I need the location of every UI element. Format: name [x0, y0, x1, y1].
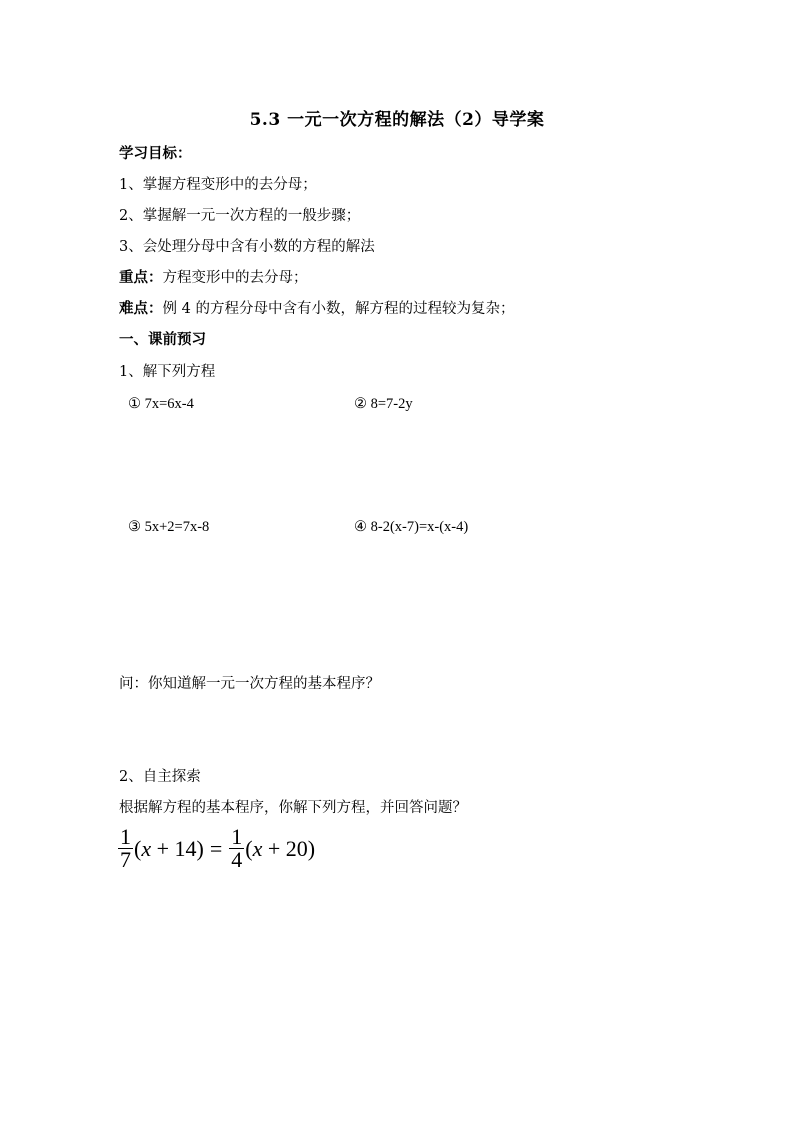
- difficulty-label: 难点：: [119, 300, 163, 317]
- left-denominator: 7: [120, 847, 131, 872]
- section1-task: 1、解下列方程: [119, 364, 216, 380]
- equation-2: ② 8=7-2y: [354, 396, 413, 412]
- objective-item-2: 2、掌握解一元一次方程的一般步骤；: [119, 208, 361, 224]
- left-fraction: [118, 826, 133, 871]
- right-expression-rest: + 20): [262, 835, 316, 861]
- left-numerator: 1: [120, 824, 131, 849]
- equation-1: ① 7x=6x-4: [128, 396, 194, 412]
- page-title: 5.3 一元一次方程的解法（2）导学案: [249, 110, 545, 130]
- equation-4: ④ 8-2(x-7)=x-(x-4): [354, 519, 469, 535]
- key-point-text: 方程变形中的去分母；: [162, 270, 308, 286]
- objective-item-1: 1、掌握方程变形中的去分母；: [119, 177, 317, 193]
- left-variable: x: [141, 835, 152, 861]
- section2-heading: 2、自主探索: [119, 769, 201, 785]
- equals-sign: =: [209, 835, 223, 861]
- equation-3: ③ 5x+2=7x-8: [128, 519, 210, 535]
- left-paren-open: (: [134, 835, 142, 861]
- section1-question: 问：你知道解一元一次方程的基本程序？: [119, 676, 380, 692]
- difficulty: [119, 299, 514, 319]
- difficulty-text: 例 4 的方程分母中含有小数，解方程的过程较为复杂；: [162, 301, 515, 317]
- equation-formula: [117, 826, 315, 871]
- section2-text: 根据解方程的基本程序，你解下列方程，并回答问题？: [119, 800, 467, 816]
- right-fraction: [229, 826, 244, 871]
- right-variable: x: [252, 835, 263, 861]
- objective-item-3: 3、会处理分母中含有小数的方程的解法: [119, 239, 375, 255]
- key-point: [119, 268, 308, 288]
- right-denominator: 4: [231, 847, 243, 872]
- section1-heading: 一、课前预习: [119, 331, 206, 348]
- key-point-label: 重点：: [119, 269, 163, 286]
- right-paren-open: (: [245, 835, 253, 861]
- right-numerator: 1: [231, 824, 243, 849]
- objectives-heading: 学习目标：: [119, 145, 192, 162]
- left-expression-rest: + 14): [151, 835, 204, 861]
